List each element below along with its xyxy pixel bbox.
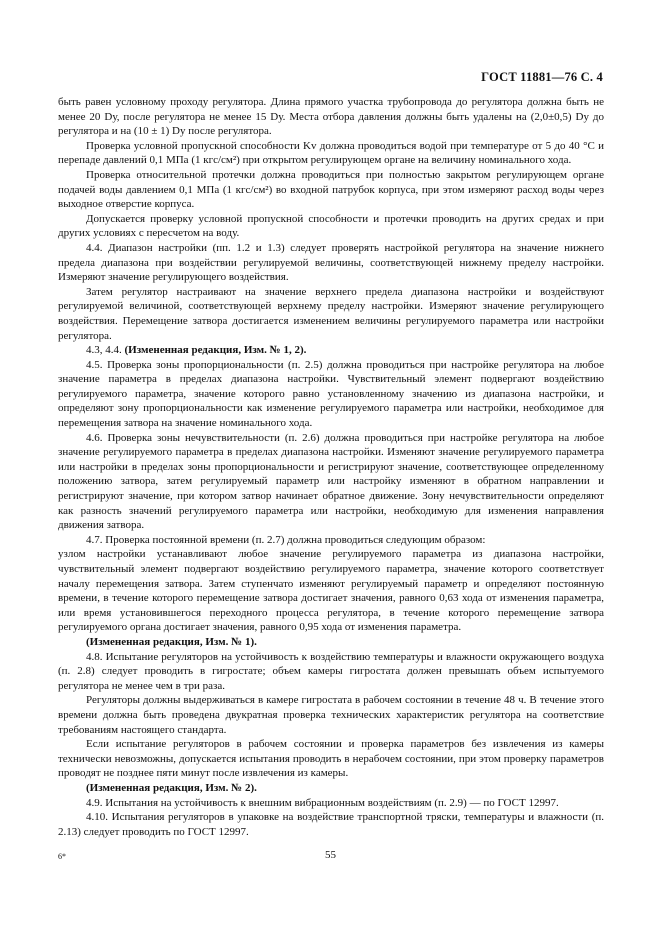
paragraph: 4.5. Проверка зоны пропорциональности (п. 2.5) должна проводиться при настройке регулятора на любое значение параметра в пределах диапазона настройки. Чувствительный элемент подвергают воздействию регулируемого параметра, значение которого равно установленному значению из диапазона настройки, и определяют зону пропорциональности как изменение регулируемого параметра или настройки, необходимое для перемещения затвора на значение номинального хода. <box>58 358 604 430</box>
paragraph: 4.7. Проверка постоянной времени (п. 2.7) должна проводиться следующим образом: <box>86 533 486 546</box>
paragraph: 4.8. Испытание регуляторов на устойчивость к воздействию температуры и влажности окружающего воздуха (п. 2.8) следует проводить в гигростате; объем камеры гигростата должен превышать объем испытуемого регулятора не менее чем в три раза. <box>58 650 604 692</box>
paragraph: Проверка условной пропускной способности Kv должна проводиться водой при температуре от 5 до 40 °С и перепаде давлений 0,1 МПа (1 кгс/см²) при открытом регулирующем органе на величину номинального хода. <box>58 139 604 167</box>
paragraph: Затем регулятор настраивают на значение верхнего предела диапазона настройки и воздействуют регулируемой величиной, соответствующей верхнему пределу настройки. Измеряют значение регулирующего воздействия. Перемещение затвора достигается изменением величины регулируемого параметра или настройки регулятора. <box>58 285 604 342</box>
paragraph: Допускается проверку условной пропускной способности и протечки проводить на других средах и при других условиях с пересчетом на воду. <box>58 212 604 240</box>
paragraph: быть равен условному проходу регулятора. Длина прямого участка трубопровода до регулятора должна быть не менее 20 Dу, после регулятора не менее 15 Dу. Места отбора давления должны быть удалены на (2,0±0,5) Dу до регулятора и на (10 ± 1) Dу после регулятора. <box>58 96 604 138</box>
paragraph: 4.6. Проверка зоны нечувствительности (п. 2.6) должна проводиться при настройке регулятора на любое значение регулируемого параметра в пределах диапазона настройки. Изменяют значение регулируемого параметра или настройки в пределах зоны пропорциональности и регистрируют значение, соответствующее определенному положению затвора, затем регулируемый параметр или настройку изменяют в обратном направлении и регистрируют значение, при котором затвор начинает обратное движение. Зону нечувствительности определяют как разность значений регулируемого параметра или настройки, необходимую для изменения направления движения затвора. <box>58 431 604 532</box>
paragraph: (Измененная редакция, Изм. № 2). <box>86 781 257 794</box>
paragraph: Если испытание регуляторов в рабочем состоянии и проверка параметров без извлечения из камеры технически невозможны, допускается испытания проводить в нерабочем состоянии, при этом проверку параметров проводят не позднее пяти минут после извлечения из камеры. <box>58 738 604 780</box>
paragraph: узлом настройки устанавливают любое значение регулируемого параметра из диапазона настройки, чувствительный элемент подвергают воздействию регулируемого параметра, значение которого соответствует началу перемещения затвора. Затем ступенчато изменяют регулируемый параметр и определяют постоянную времени, в течение которого перемещение затвора достигает значения, равного 0,63 хода от изменения параметра, или время установившегося переходного процесса регулятора, в течение которого перемещение затвора регулируемого органа достигает значения, равного 0,95 хода от изменения параметра. <box>58 548 604 634</box>
paragraph: 4.10. Испытания регуляторов в упаковке на воздействие транспортной тряски, температуры и влажности (п. 2.13) следует проводить по ГОСТ 12997. <box>58 811 604 838</box>
paragraph: (Измененная редакция, Изм. № 1). <box>86 635 257 648</box>
amendment-note: (Измененная редакция, Изм. № 1, 2). <box>124 344 307 357</box>
page-number: 55 <box>325 849 336 861</box>
paragraph: 4.4. Диапазон настройки (пп. 1.2 и 1.3) следует проверять настройкой регулятора на значение нижнего предела диапазона при воздействии регулируемой величины, соответствующей нижнему пределу настройки. Измеряют значение регулирующего воздействия. <box>58 241 604 284</box>
paragraph: 4.9. Испытания на устойчивость к внешним вибрационным воздействиям (п. 2.9) — по ГОСТ 12997. <box>86 796 559 809</box>
footer-signature-mark: 6* <box>58 852 66 861</box>
paragraph: Проверка относительной протечки должна проводиться при полностью закрытом регулирующем органе подачей воды давлением 0,1 МПа (1 кгс/см²) во входной патрубок корпуса, при этом измеряют расход воды через выходное отверстие корпуса. <box>58 168 604 211</box>
paragraph-label: 4.3, 4.4. <box>86 344 125 357</box>
paragraph <box>58 343 604 358</box>
page-header: ГОСТ 11881—76 С. 4 <box>481 70 603 84</box>
body-text <box>58 95 604 839</box>
paragraph: Регуляторы должны выдерживаться в камере гигростата в рабочем состоянии в течение 48 ч. В течение этого времени должна быть проведена двукратная проверка технических характеристик регулятора на соответствие требованиям настоящего стандарта. <box>58 694 604 736</box>
